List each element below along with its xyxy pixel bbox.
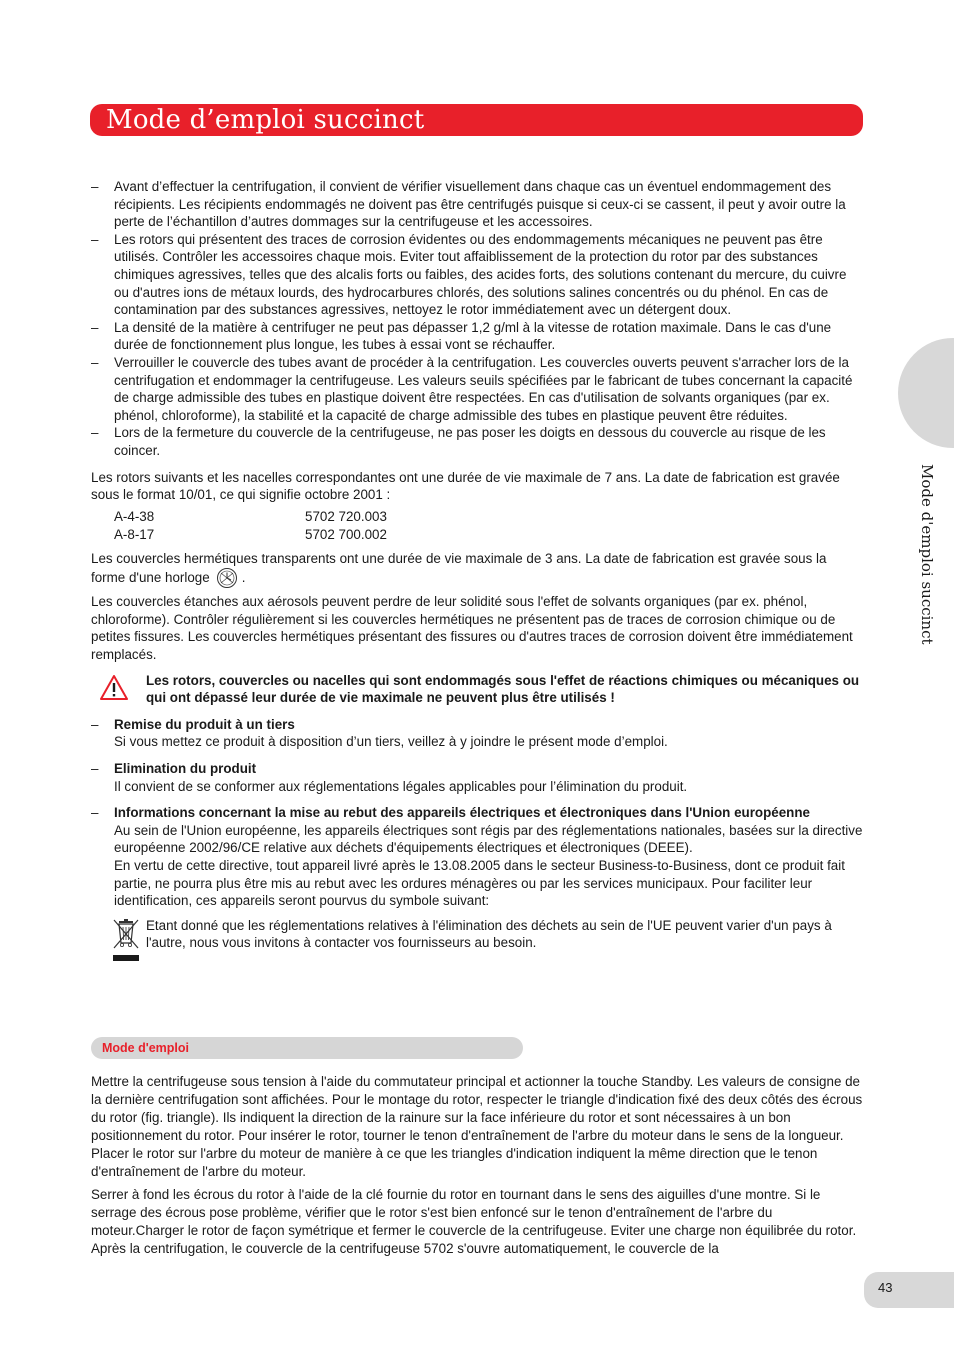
disposal-text: Il convient de se conformer aux réglementations légales applicables pour l’élimination du produit. bbox=[114, 778, 688, 794]
transfer-heading: – Remise du produit à un tiers bbox=[114, 716, 295, 732]
instructions-content bbox=[91, 1073, 863, 1258]
rotor-row bbox=[91, 508, 863, 526]
warning-text: Les rotors, couvercles ou nacelles qui sont endommagés sous l'effet de réactions chimiques ou mécaniques ou qui ont dépassé leur durée de vie maximale ne peuvent plus être utilisés ! bbox=[146, 672, 860, 706]
weee-block bbox=[91, 917, 863, 952]
weee-text: Etant donné que les réglementations relatives à l'élimination des déchets au sein de l'UE peuvent varier d'un pays à l'autre, nous vous invitons à contacter vos fournisseurs au besoin. bbox=[146, 917, 832, 951]
warning-triangle-icon bbox=[99, 674, 129, 701]
disposal-heading: – Elimination du produit bbox=[114, 761, 257, 777]
aerosol-text: Les couvercles étanches aux aérosols peuvent perdre de leur solidité sous l'effet de solvants organiques (par ex. phénol, chloroforme). Contrôler régulièrement si les couvercles hermétiques ne présentent pas de traces de corrosion chimique ou de petites fissures. Les couvercles hermétiques présentant des fissures ou d'autres traces de corrosion doivent être immédiatement remplacés. bbox=[91, 594, 853, 663]
instruction-paragraph: Serrer à fond les écrous du rotor à l'aide de la clé fournie du rotor en tournant dans le sens des aiguilles d'une montre. Si le serrage des écrous pose problème, vérifier que le rotor s'est bien enfoncé sur le tenon d'entraînement de l'arbre du moteur.Charger le rotor de façon symétrique et fermer le couvercle de la centrifugeuse. Eviter une charge non équilibrée du rotor. Après la centrifugation, le couvercle de la centrifugeuse 5702 s'ouvre automatiquement, le couvercle de la bbox=[91, 1187, 857, 1256]
eu-info-heading: – Informations concernant la mise au rebut des appareils électriques et électroniques dans l'Union européenne bbox=[114, 805, 810, 821]
list-item: – Verrouiller le couvercle des tubes avant de procéder à la centrifugation. Les couvercles ouverts peuvent s'arracher lors de la centrifugation et endommager la centrifugeuse. Les valeurs seuils spécifiées par le fabricant de tubes concernant la capacité de charge admissible des tubes en plastique doivent être respectées. En cas d'utilisation de solvants organiques (par ex. phénol, chloroforme), la stabilité et la capacité de charge admissible des tubes en plastique peuvent être réduites. bbox=[91, 354, 863, 424]
disposal-item bbox=[91, 760, 863, 795]
transfer-item bbox=[91, 716, 863, 751]
list-item: – Les rotors qui présentent des traces de corrosion évidentes ou des endommagements mécaniques ne peuvent pas être utilisés. Contrôler les accessoires chaque mois. Eviter tout affaiblissement de la protection du rotor par des substances chimiques agressives, telles que des alcalis forts ou faibles, des acides forts, des solutions contenant du mercure, du cuivre ou d'autres ions de métaux lourds, des hydrocarbures chlorés, des solutions salines concentrés ou du phénol. En cas de contamination par des substances agressives, nettoyez le rotor immédiatement avec un détergent doux. bbox=[91, 231, 863, 319]
list-item: – Avant d’effectuer la centrifugation, il convient de vérifier visuellement dans chaque cas un éventuel endommagement des récipients. Les récipients endommagés ne doivent pas être centrifugés puisque si ceux-ci se cassent, il peut y avoir outre la perte de l’échantillon d’autres dommages sur la centrifugeuse et les accessoires. bbox=[91, 178, 863, 231]
main-content bbox=[91, 178, 863, 952]
page-title: Mode d’emploi succinct bbox=[106, 105, 425, 135]
eu-info-item bbox=[91, 804, 863, 910]
list-item: – Lors de la fermeture du couvercle de la centrifugeuse, ne pas poser les doigts en dessous du couvercle au risque de les coincer. bbox=[91, 424, 863, 459]
page-number: 43 bbox=[878, 1280, 893, 1295]
lid-lifetime-text: Les couvercles hermétiques transparents ont une durée de vie maximale de 3 ans. La date de fabrication est gravée sous la forme d'une horloge . bbox=[91, 550, 863, 590]
eu-info-text: En vertu de cette directive, tout appareil livré après le 13.08.2005 dans le secteur Business-to-Business, dont ce produit fait partie, ne pourra plus être mis au rebut avec les ordures ménagères ou par les services municipaux. Pour faciliter leur identification, ces appareils seront pourvus du symbole suivant: bbox=[114, 858, 845, 909]
instruction-paragraph: Mettre la centrifugeuse sous tension à l'aide du commutateur principal et actionner la touche Standby. Les valeurs de consigne de la dernière centrifugation sont affichées. Pour le montage du rotor, respecter le triangle d'indication fixé des deux côtés des écrous du rotor (fig. triangle). Ils indiquent la direction de la rainure sur la face inférieure du rotor et sont nécessaires à un bon positionnement du rotor. Pour insérer le rotor, tourner le tenon d'entraînement de l'arbre du moteur dans le sens de la longueur. Placer le rotor sur l'arbre du moteur de manière à ce que les triangles d'indication indiquent la même direction que le tenon d'entraînement de l'arbre du moteur. bbox=[91, 1074, 863, 1179]
rotor-model: A-8-17 bbox=[114, 526, 155, 542]
side-tab bbox=[898, 338, 954, 448]
eu-info-text: Au sein de l'Union européenne, les appareils électriques sont régis par des réglementations nationales, basées sur la directive européenne 2002/96/CE relative aux déchets d'équipements électriques et électroniques (DEEE). bbox=[114, 822, 863, 856]
section-heading bbox=[91, 1037, 523, 1059]
rotor-model: A-4-38 bbox=[114, 508, 155, 524]
transfer-text: Si vous mettez ce produit à disposition d’un tiers, veillez à y joindre le présent mode d’emploi. bbox=[114, 734, 668, 750]
crossed-bin-icon bbox=[111, 917, 141, 963]
section-heading-label: Mode d'emploi bbox=[102, 1041, 189, 1055]
warning-block bbox=[91, 672, 863, 707]
title-bar bbox=[90, 104, 863, 136]
rotor-lifetime-text: Les rotors suivants et les nacelles correspondantes ont une durée de vie maximale de 7 ans. La date de fabrication est gravée sous le format 10/01, ce qui signifie octobre 2001 : bbox=[91, 469, 840, 503]
list-item: – La densité de la matière à centrifuger ne peut pas dépasser 1,2 g/ml à la vitesse de rotation maximale. Dans le cas d'une durée de fonctionnement plus longue, les tubes à essai vont se réchauffer. bbox=[91, 319, 863, 354]
rotor-row bbox=[91, 526, 863, 544]
side-tab-label: Mode d'emploi succinct bbox=[918, 464, 936, 645]
rotor-number: 5702 700.002 bbox=[305, 526, 387, 542]
clock-icon bbox=[214, 567, 240, 589]
rotor-number: 5702 720.003 bbox=[305, 508, 387, 524]
